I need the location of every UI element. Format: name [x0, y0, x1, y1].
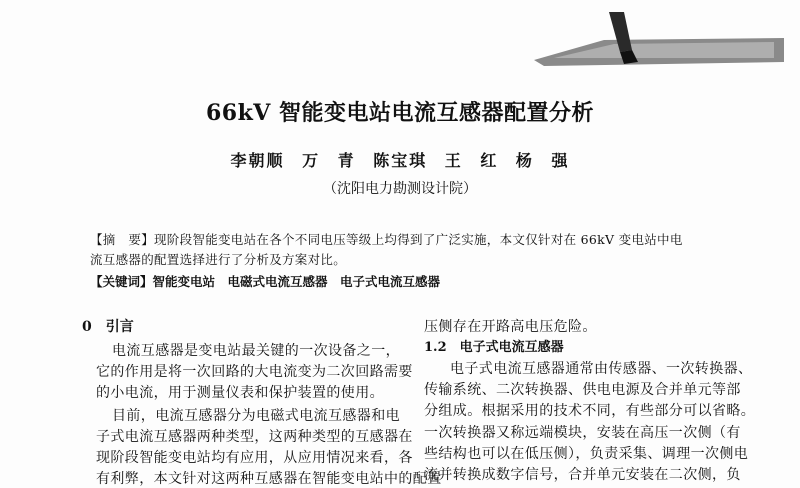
- body-line: 分组成。根据采用的技术不同，有些部分可以省略。: [424, 403, 756, 419]
- body-line: 的小电流，用于测量仪表和保护装置的使用。: [96, 385, 384, 401]
- body-line: 流并转换成数字信号，合并单元安装在二次侧，负: [424, 467, 741, 483]
- body-line: 现阶段智能变电站均有应用，从应用情况来看，各: [96, 450, 413, 466]
- body-line: 一次转换器又称远端模块，安装在高压一次侧（有: [424, 425, 741, 441]
- keywords: 【关键词】智能变电站 电磁式电流互感器 电子式电流互感器: [90, 274, 441, 289]
- author-list: 李朝顺 万 青 陈宝琪 王 红 杨 强: [230, 151, 570, 170]
- page-title: 66kV 智能变电站电流互感器配置分析: [205, 100, 595, 126]
- section-heading-intro: 0 引言: [82, 319, 134, 335]
- abstract-line-2: 流互感器的配置选择进行了分析及方案对比。: [90, 252, 347, 267]
- header-banner-graphic: [534, 10, 784, 70]
- body-line: 电流互感器是变电站最关键的一次设备之一，: [112, 343, 400, 359]
- body-line: 子式电流互感器两种类型，这两种类型的互感器在: [96, 429, 413, 445]
- body-line: 些结构也可以在低压侧），负责采集、调理一次侧电: [424, 446, 749, 462]
- body-line: 目前，电流互感器分为电磁式电流互感器和电: [112, 408, 400, 424]
- body-line: 它的作用是将一次回路的大电流变为二次回路需要: [96, 364, 413, 380]
- abstract-line-1: 【摘 要】现阶段智能变电站在各个不同电压等级上均得到了广泛实施，本文仅针对在 66kV 变电站中电: [90, 232, 683, 247]
- body-line: 电子式电流互感器通常由传感器、一次转换器、: [450, 361, 753, 377]
- body-line: 有利弊，本文针对这两种互感器在智能变电站中的配置: [96, 471, 442, 487]
- section-heading-1-2: 1.2 电子式电流互感器: [424, 340, 564, 355]
- author-affiliation: （沈阳电力勘测设计院）: [323, 181, 477, 197]
- body-line: 压侧存在开路高电压危险。: [424, 319, 597, 335]
- body-line: 传输系统、二次转换器、供电电源及合并单元等部: [424, 382, 741, 398]
